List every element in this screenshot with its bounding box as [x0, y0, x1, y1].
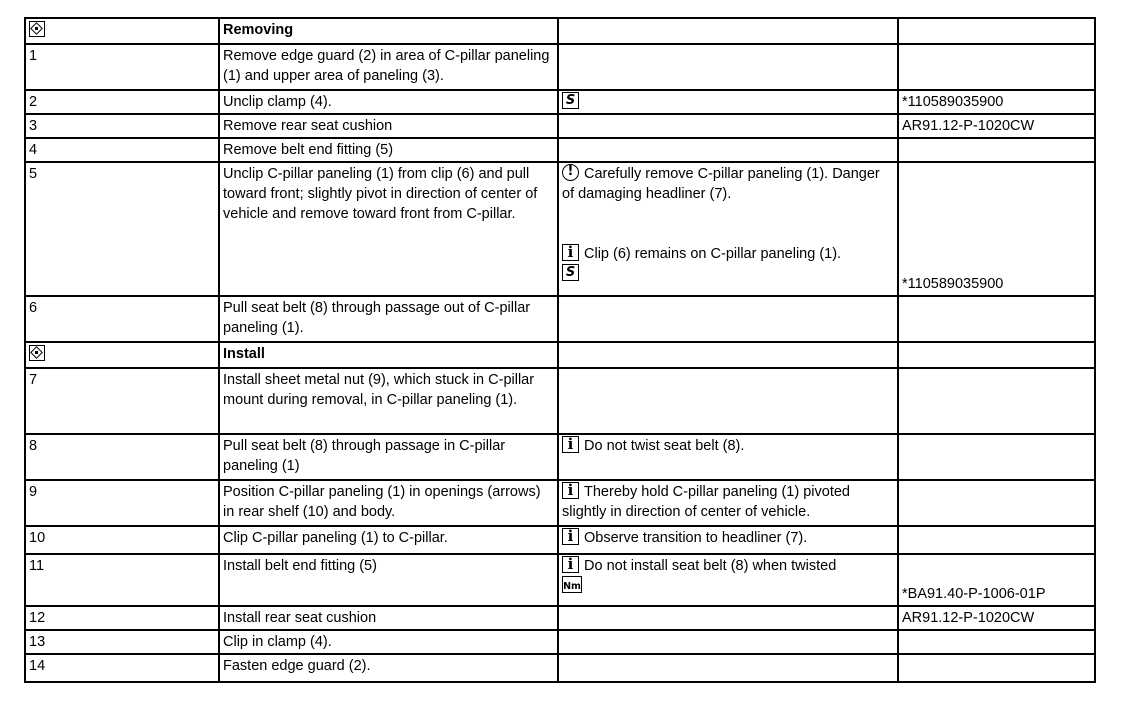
procedure-table: [24, 17, 1096, 683]
table-row: [25, 480, 1095, 526]
step-text: Pull seat belt (8) through passage out of C-pillar paneling (1).: [219, 296, 558, 342]
section-row-install: [25, 342, 1095, 368]
special-tool-icon: [562, 92, 579, 109]
reference-link[interactable]: AR91.12-P-1020CW: [898, 114, 1095, 138]
info-icon: [562, 556, 579, 573]
info-icon: [562, 436, 579, 453]
step-number: 9: [25, 480, 219, 526]
info-icon: [562, 482, 579, 499]
table-row: [25, 654, 1095, 682]
torque-nm-icon: [562, 576, 582, 593]
step-number: 12: [25, 606, 219, 630]
step-text: Clip in clamp (4).: [219, 630, 558, 654]
step-number: 6: [25, 296, 219, 342]
info-note: Clip (6) remains on C-pillar paneling (1).: [584, 246, 842, 262]
step-number: 7: [25, 368, 219, 434]
step-text: Clip C-pillar paneling (1) to C-pillar.: [219, 526, 558, 554]
step-text: Remove belt end fitting (5): [219, 138, 558, 162]
step-number: 10: [25, 526, 219, 554]
step-text: Pull seat belt (8) through passage in C-pillar paneling (1): [219, 434, 558, 480]
step-text: Unclip clamp (4).: [219, 90, 558, 114]
section-row-removing: [25, 18, 1095, 44]
step-text: Install rear seat cushion: [219, 606, 558, 630]
table-row: [25, 368, 1095, 434]
step-number: 1: [25, 44, 219, 90]
step-text: Remove rear seat cushion: [219, 114, 558, 138]
install-section-icon: [29, 345, 45, 361]
reference-link[interactable]: AR91.12-P-1020CW: [898, 606, 1095, 630]
info-icon: [562, 528, 579, 545]
step-text: Remove edge guard (2) in area of C-pillar paneling (1) and upper area of paneling (3).: [219, 44, 558, 90]
table-row: [25, 630, 1095, 654]
reference-link[interactable]: *110589035900: [898, 162, 1095, 296]
table-row: [25, 434, 1095, 480]
table-row: [25, 526, 1095, 554]
reference-link[interactable]: *BA91.40-P-1006-01P: [898, 554, 1095, 606]
table-row: [25, 554, 1095, 606]
step-number: 13: [25, 630, 219, 654]
info-note: Observe transition to headliner (7).: [584, 530, 808, 546]
step-text: Install belt end fitting (5): [219, 554, 558, 606]
table-row: [25, 114, 1095, 138]
info-note: Do not install seat belt (8) when twisted: [584, 558, 837, 574]
step-text: Unclip C-pillar paneling (1) from clip (6) and pull toward front; slightly pivot in direction of center of vehicle and remove toward front from C-pillar.: [219, 162, 558, 296]
step-text: Install sheet metal nut (9), which stuck in C-pillar mount during removal, in C-pillar paneling (1).: [219, 368, 558, 434]
step-number: 8: [25, 434, 219, 480]
step-number: 14: [25, 654, 219, 682]
section-title: Install: [219, 342, 558, 368]
removal-section-icon: [29, 21, 45, 37]
table-row: [25, 138, 1095, 162]
step-number: 11: [25, 554, 219, 606]
step-number: 5: [25, 162, 219, 296]
special-tool-icon: [562, 264, 579, 281]
step-number: 2: [25, 90, 219, 114]
step-text: Fasten edge guard (2).: [219, 654, 558, 682]
table-row: [25, 162, 1095, 296]
info-icon: [562, 244, 579, 261]
step-number: 3: [25, 114, 219, 138]
warning-icon: [562, 164, 579, 181]
info-note: Thereby hold C-pillar paneling (1) pivoted slightly in direction of center of vehicle.: [562, 484, 850, 520]
warning-note: Carefully remove C-pillar paneling (1). Danger of damaging headliner (7).: [562, 166, 880, 202]
step-text: Position C-pillar paneling (1) in openings (arrows) in rear shelf (10) and body.: [219, 480, 558, 526]
info-note: Do not twist seat belt (8).: [584, 438, 745, 454]
section-title: Removing: [219, 18, 558, 44]
table-row: [25, 90, 1095, 114]
table-row: [25, 606, 1095, 630]
reference-link[interactable]: *110589035900: [898, 90, 1095, 114]
step-number: 4: [25, 138, 219, 162]
table-row: [25, 44, 1095, 90]
table-row: [25, 296, 1095, 342]
